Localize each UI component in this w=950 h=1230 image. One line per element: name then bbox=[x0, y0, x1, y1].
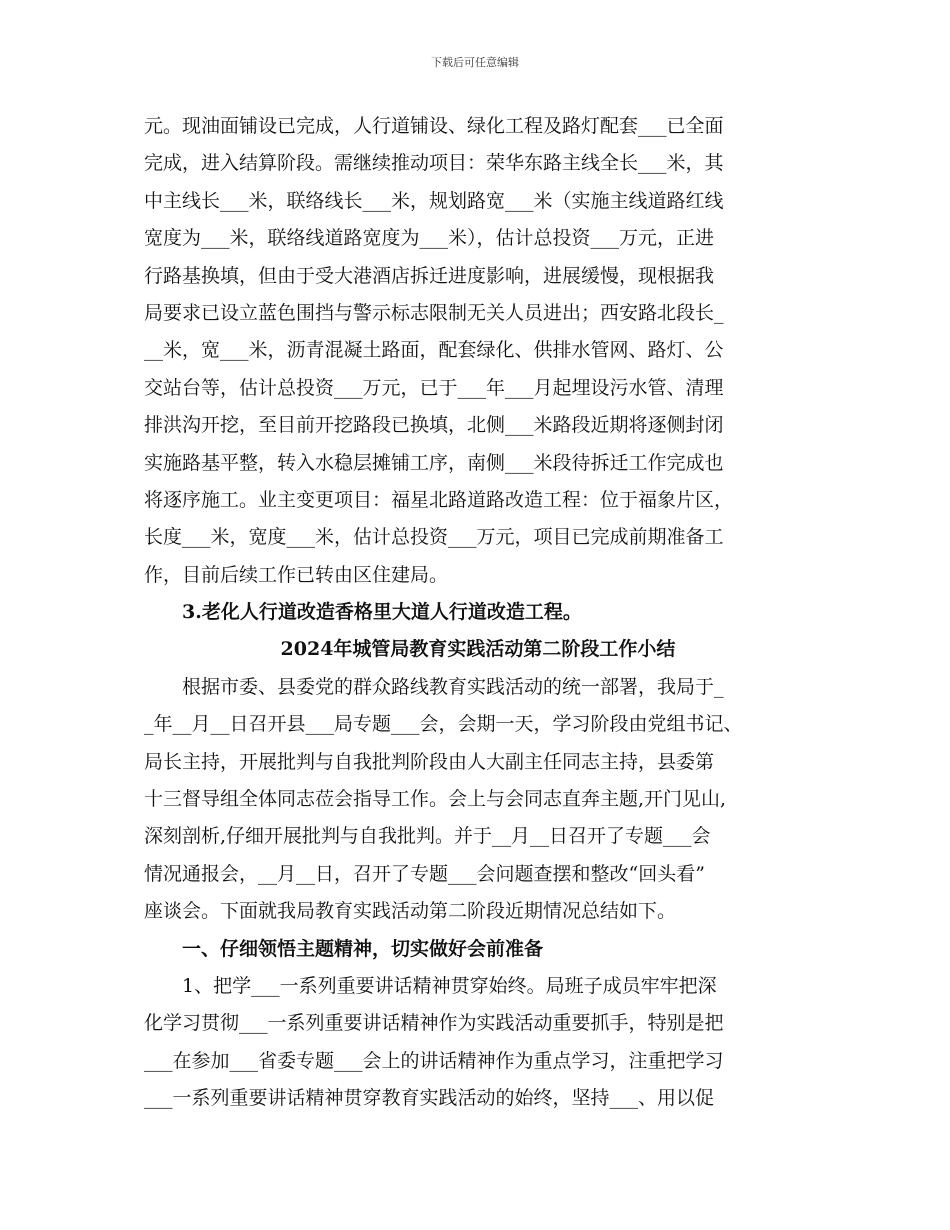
text-line: 一、仔细领悟主题精神，切实做好会前准备 bbox=[182, 937, 544, 960]
text-line: 情况通报会，__月__日，召开了专题___会问题查摆和整改“回头看” bbox=[144, 862, 705, 885]
page-header: 下载后可任意编辑 bbox=[431, 56, 519, 69]
text-line: 完成，进入结算阶段。需继续推动项目：荣华东路主线全长___米，其 bbox=[144, 152, 724, 175]
text-line: 行路基换填，但由于受大港酒店拆迁进度影响，进展缓慢，现根据我 bbox=[144, 264, 715, 287]
text-line: 座谈会。下面就我局教育实践活动第二阶段近期情况总结如下。 bbox=[144, 900, 677, 923]
text-line: 排洪沟开挖，至目前开挖路段已换填，北侧___米路段近期将逐侧封闭 bbox=[144, 414, 724, 437]
text-line: 局长主持，开展批判与自我批判阶段由人大副主任同志主持，县委第 bbox=[144, 750, 715, 773]
text-line: 作，目前后续工作已转由区住建局。 bbox=[144, 563, 449, 586]
text-line: 长度___米，宽度___米，估计总投资___万元，项目已完成前期准备工 bbox=[144, 526, 724, 549]
text-line: 根据市委、县委党的群众路线教育实践活动的统一部署，我局于_ bbox=[182, 675, 724, 698]
text-line: 中主线长___米，联络线长___米，规划路宽___米（实施主线道路红线 bbox=[144, 189, 724, 212]
text-line: 3.老化人行道改造香格里大道人行道改造工程。 bbox=[182, 601, 582, 624]
text-line: 将逐序施工。业主变更项目：福星北路道路改造工程：位于福象片区， bbox=[144, 488, 734, 511]
text-line: _年__月__日召开县___局专题___会，会期一天，学习阶段由党组书记、 bbox=[144, 713, 743, 736]
text-line: 1、把学___一系列重要讲话精神贯穿始终。局班子成员牢牢把深 bbox=[182, 974, 717, 997]
text-line: 十三督导组全体同志莅会指导工作。会上与会同志直奔主题,开门见山, bbox=[144, 788, 727, 811]
text-line: ___在参加___省委专题___会上的讲话精神作为重点学习，注重把学习 bbox=[144, 1049, 724, 1072]
text-line: 2024年城管局教育实践活动第二阶段工作小结 bbox=[280, 638, 676, 661]
text-line: 元。现油面铺设已完成，人行道铺设、绿化工程及路灯配套___已全面 bbox=[144, 115, 724, 137]
text-line: __米，宽___米，沥青混凝土路面，配套绿化、供排水管网、路灯、公 bbox=[144, 339, 724, 362]
text-line: 化学习贯彻___一系列重要讲话精神作为实践活动重要抓手，特别是把 bbox=[144, 1012, 724, 1035]
text-line: 深刻剖析,仔细开展批判与自我批判。并于__月__日召开了专题___会 bbox=[144, 825, 711, 848]
text-line: 实施路基平整，转入水稳层摊铺工序，南侧___米段待拆迁工作完成也 bbox=[144, 451, 724, 474]
document-body bbox=[144, 108, 812, 1118]
text-line: 局要求已设立蓝色围挡与警示标志限制无关人员进出；西安路北段长_ bbox=[144, 301, 724, 324]
text-line: 宽度为___米，联络线道路宽度为___米），估计总投资___万元，正进 bbox=[144, 227, 715, 250]
text-line: ___一系列重要讲话精神贯穿教育实践活动的始终，坚持___、用以促 bbox=[144, 1087, 715, 1110]
text-line: 交站台等，估计总投资___万元，已于___年___月起埋设污水管、清理 bbox=[144, 376, 724, 399]
